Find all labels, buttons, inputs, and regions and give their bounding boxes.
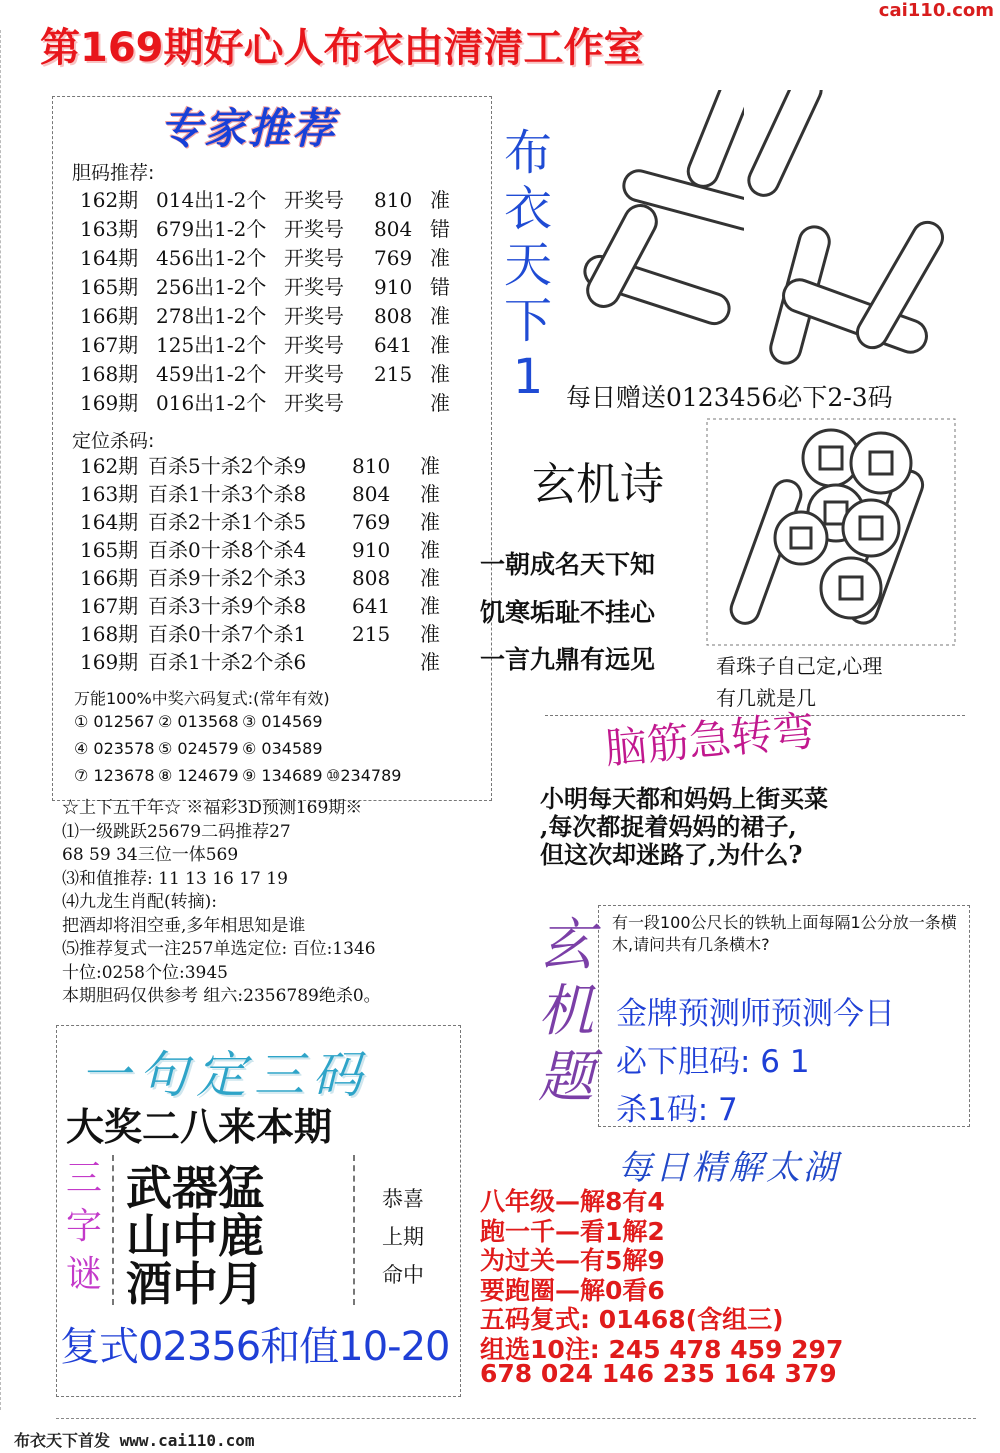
congrats-text <box>382 1180 442 1294</box>
left-dotted-border <box>0 30 10 1410</box>
kill-issue: 167期 <box>80 594 139 618</box>
six-code-item: ⑤ 024579 <box>158 739 239 758</box>
forecast-line: 本期胆码仅供参考 组六:2356789绝杀0。 <box>62 986 381 1006</box>
coins-caption-line: 看珠子自己定,心理 <box>716 654 883 678</box>
six-code-item: ⑦ 123678 <box>74 766 155 785</box>
coins-caption-line: 有几就是几 <box>716 686 816 710</box>
kill-issue: 163期 <box>80 482 139 506</box>
kill-kill: 百杀9十杀2个杀3 <box>148 566 307 590</box>
danma-open: 开奖号 <box>284 391 344 415</box>
kill-kill: 百杀5十杀2个杀9 <box>148 454 307 478</box>
danma-open: 开奖号 <box>284 217 344 241</box>
danma-row <box>80 302 480 330</box>
brain-text-line: ,每次都捉着妈妈的裙子, <box>540 812 797 841</box>
brain-teaser-title: 脑筋急转弯 <box>603 706 817 774</box>
danma-result: 准 <box>430 246 450 270</box>
matchsticks-image-right <box>740 90 1000 375</box>
vertical-char: 玄 <box>538 913 594 978</box>
danma-num: 810 <box>374 188 413 212</box>
forecast-line: 十位:0258个位:3945 <box>62 962 228 983</box>
taihu-line: 五码复式: 01468(含组三) <box>480 1305 784 1334</box>
danma-pick: 278出1-2个 <box>156 304 267 328</box>
kill-row <box>80 508 480 536</box>
kill-kill: 百杀1十杀2个杀6 <box>148 650 307 674</box>
six-code-item: ⑧ 124679 <box>158 766 239 785</box>
expert-title: 专家推荐 <box>160 104 337 153</box>
six-code-item: ⑩234789 <box>326 766 402 785</box>
danma-pick: 459出1-2个 <box>156 362 267 386</box>
poem-line: 一言九鼎有远见 <box>480 645 656 674</box>
taihu-line: 678 024 146 235 164 379 <box>480 1359 837 1388</box>
forecast-line: ⑴一级跳跃25679二码推荐27 <box>62 821 291 842</box>
forecast-line: 把酒却将泪空垂,多年相思知是谁 <box>62 915 306 936</box>
danma-row <box>80 360 480 388</box>
kill-result: 准 <box>420 566 440 590</box>
danma-issue: 162期 <box>80 188 139 212</box>
danma-num: 215 <box>374 362 413 386</box>
buyi-vertical-title <box>496 125 560 425</box>
brain-teaser-text <box>540 785 960 869</box>
kill-num: 804 <box>352 482 391 506</box>
kill-result: 准 <box>420 454 440 478</box>
dajiang-text: 大奖二八来本期 <box>66 1105 333 1149</box>
kill-issue: 162期 <box>80 454 139 478</box>
vertical-char: 题 <box>538 1045 594 1110</box>
danma-pick: 016出1-2个 <box>156 391 267 415</box>
danma-open: 开奖号 <box>284 188 344 212</box>
coins-image <box>706 418 956 646</box>
danma-issue: 169期 <box>80 391 139 415</box>
danma-num: 804 <box>374 217 413 241</box>
six-code-label: 万能100%中奖六码复式:(常年有效) <box>74 689 330 708</box>
matchsticks-image-left <box>562 90 744 375</box>
forecast-line: ⑶和值推荐: 11 13 16 17 19 <box>62 868 288 889</box>
taihu-line: 组选10注: 245 478 459 297 <box>480 1334 844 1364</box>
danma-result: 准 <box>430 188 450 212</box>
xuanji-question-vertical-title <box>536 913 596 1133</box>
kill-row <box>80 452 480 480</box>
sanzi-vertical-title <box>64 1155 104 1305</box>
danma-row <box>80 331 480 359</box>
kill-result: 准 <box>420 622 440 646</box>
kill-issue: 168期 <box>80 622 139 646</box>
kill-issue: 164期 <box>80 510 139 534</box>
forecast-line: 68 59 34三位一体569 <box>62 845 239 865</box>
kill-kill: 百杀0十杀7个杀1 <box>148 622 307 646</box>
kill-row <box>80 592 480 620</box>
kill-row <box>80 620 480 648</box>
riddle-line: 山中鹿 <box>126 1209 264 1263</box>
danma-issue: 164期 <box>80 246 139 270</box>
danma-row <box>80 244 480 272</box>
footer-text: 布衣天下首发 www.cai110.com <box>14 1431 255 1450</box>
kill-issue: 169期 <box>80 650 139 674</box>
danma-issue: 167期 <box>80 333 139 357</box>
gold-predict-line: 杀1码: 7 <box>616 1092 738 1128</box>
kill-row <box>80 564 480 592</box>
danma-issue: 165期 <box>80 275 139 299</box>
congrats-line: 命中 <box>382 1263 424 1287</box>
kill-issue: 165期 <box>80 538 139 562</box>
rail-question: 有一段100公尺长的铁轨上面每隔1公分放一条横木,请问共有几条横木? <box>612 913 957 954</box>
kill-num: 810 <box>352 454 391 478</box>
forecast-line: ☆上下五千年☆ ※福彩3D预测169期※ <box>62 798 363 818</box>
kill-kill: 百杀0十杀8个杀4 <box>148 538 307 562</box>
danma-issue: 163期 <box>80 217 139 241</box>
danma-pick: 014出1-2个 <box>156 188 267 212</box>
forecast-line: ⑷九龙生肖配(转摘): <box>62 892 217 912</box>
danma-num: 641 <box>374 333 413 357</box>
taihu-title: 每日精解太湖 <box>618 1148 840 1188</box>
danma-open: 开奖号 <box>284 275 344 299</box>
danma-open: 开奖号 <box>284 304 344 328</box>
vertical-char: 天 <box>503 237 552 293</box>
danma-label: 胆码推荐: <box>72 162 155 184</box>
danma-pick: 125出1-2个 <box>156 333 267 357</box>
danma-pick: 256出1-2个 <box>156 275 267 299</box>
page-title: 第169期好心人布衣由清清工作室 <box>40 25 644 71</box>
six-code-item: ④ 023578 <box>74 739 155 758</box>
danma-pick: 679出1-2个 <box>156 217 267 241</box>
kill-row <box>80 480 480 508</box>
vertical-char: 机 <box>538 979 594 1044</box>
kill-num: 215 <box>352 622 391 646</box>
taihu-line: 为过关—有5解9 <box>480 1246 665 1275</box>
taihu-line: 八年级—解8有4 <box>480 1187 665 1216</box>
danma-result: 准 <box>430 362 450 386</box>
kill-issue: 166期 <box>80 566 139 590</box>
fushi-text: 复式02356和值10-20 <box>60 1324 450 1370</box>
danma-result: 准 <box>430 391 450 415</box>
danma-result: 准 <box>430 304 450 328</box>
kill-num: 769 <box>352 510 391 534</box>
kill-result: 准 <box>420 482 440 506</box>
vertical-char: 布 <box>503 125 552 181</box>
vertical-char: 三 <box>65 1158 102 1199</box>
poem-line: 饥寒垢耻不挂心 <box>480 598 656 627</box>
danma-row <box>80 215 480 243</box>
danma-num: 910 <box>374 275 413 299</box>
riddle-line: 酒中月 <box>126 1257 264 1311</box>
danma-result: 准 <box>430 333 450 357</box>
kill-kill: 百杀1十杀3个杀8 <box>148 482 307 506</box>
site-logo[interactable]: cai110.com <box>878 0 994 21</box>
poem-line: 一朝成名天下知 <box>480 550 656 579</box>
forecast-line: ⑸推荐复式一注257单选定位: 百位:1346 <box>62 939 376 959</box>
danma-row <box>80 186 480 214</box>
gold-predict-line: 金牌预测师预测今日 <box>616 996 895 1032</box>
congrats-line: 恭喜 <box>382 1187 424 1211</box>
danma-row <box>80 273 480 301</box>
danma-row <box>80 389 480 417</box>
brain-text-line: 但这次却迷路了,为什么? <box>540 840 803 869</box>
vertical-char: 衣 <box>503 181 552 237</box>
congrats-line: 上期 <box>382 1225 424 1249</box>
kill-result: 准 <box>420 510 440 534</box>
kill-result: 准 <box>420 538 440 562</box>
vertical-char: 下 <box>503 293 552 349</box>
vertical-char: 谜 <box>65 1254 102 1295</box>
danma-num: 769 <box>374 246 413 270</box>
danma-issue: 166期 <box>80 304 139 328</box>
six-code-item: ③ 014569 <box>242 712 323 731</box>
kill-num: 641 <box>352 594 391 618</box>
vertical-char: 字 <box>65 1206 102 1247</box>
daily-gift-text: 每日赠送0123456必下2-3码 <box>566 383 893 412</box>
kill-kill: 百杀3十杀9个杀8 <box>148 594 307 618</box>
six-code-item: ② 013568 <box>158 712 239 731</box>
danma-open: 开奖号 <box>284 333 344 357</box>
danma-pick: 456出1-2个 <box>156 246 267 270</box>
six-code-item: ⑨ 134689 <box>242 766 323 785</box>
six-code-item: ① 012567 <box>74 712 155 731</box>
kill-result: 准 <box>420 650 440 674</box>
danma-issue: 168期 <box>80 362 139 386</box>
danma-result: 错 <box>430 275 450 299</box>
taihu-line: 跑一千—看1解2 <box>480 1216 665 1246</box>
taihu-line: 要跑圈—解0看6 <box>480 1275 665 1305</box>
danma-open: 开奖号 <box>284 246 344 270</box>
brain-text-line: 小明每天都和妈妈上街买菜 <box>540 784 828 813</box>
danma-num: 808 <box>374 304 413 328</box>
kill-num: 910 <box>352 538 391 562</box>
gold-predict-line: 必下胆码: 6 1 <box>616 1044 810 1080</box>
kill-num: 808 <box>352 566 391 590</box>
kill-result: 准 <box>420 594 440 618</box>
six-code-item: ⑥ 034589 <box>242 739 323 758</box>
yiju-title: 一句定三码 <box>80 1046 370 1104</box>
kill-row <box>80 648 480 676</box>
footer-divider <box>56 1418 976 1419</box>
vertical-char: 1 <box>512 349 544 405</box>
danma-result: 错 <box>430 217 450 241</box>
kill-label: 定位杀码: <box>72 430 155 452</box>
danma-open: 开奖号 <box>284 362 344 386</box>
kill-row <box>80 536 480 564</box>
xuanji-poem-title: 玄机诗 <box>532 459 664 510</box>
riddle-line: 武器猛 <box>126 1161 264 1215</box>
kill-kill: 百杀2十杀1个杀5 <box>148 510 307 534</box>
